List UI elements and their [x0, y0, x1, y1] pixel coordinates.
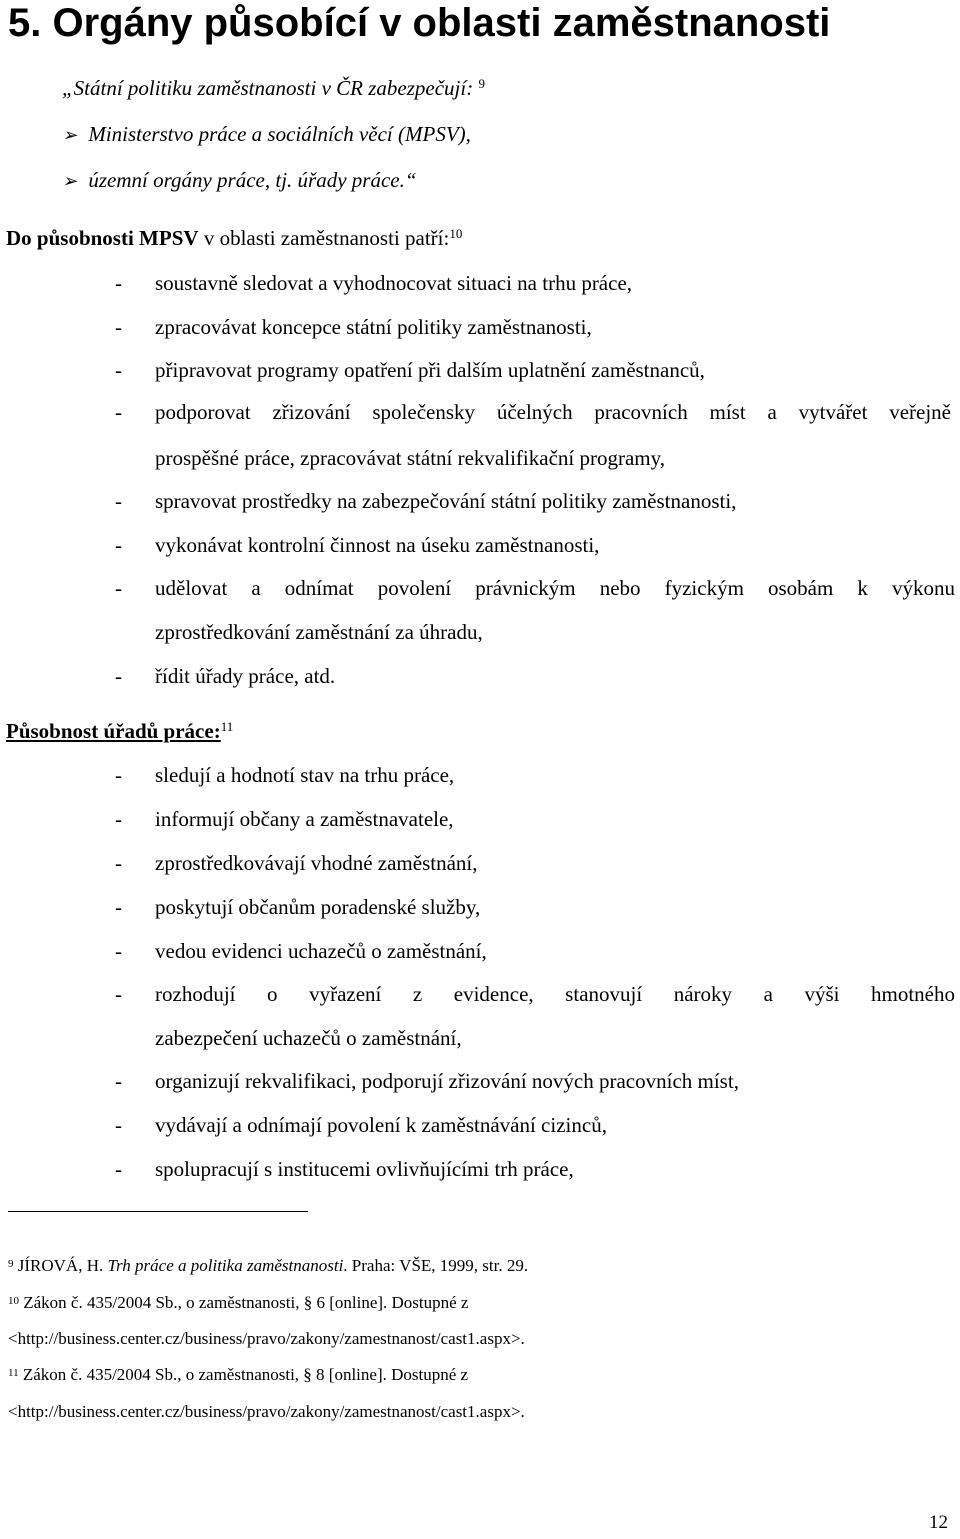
page-title: 5. Orgány působící v oblasti zaměstnanosti	[8, 1, 831, 45]
arrow-bullet-icon: ➢	[62, 125, 78, 145]
list-dash: -	[115, 358, 122, 382]
list-item: zprostředkovávají vhodné zaměstnání,	[155, 851, 478, 875]
footnote-9-part1: JÍROVÁ, H.	[13, 1256, 108, 1275]
quote-bullet-1	[62, 120, 471, 149]
up-heading-text: Působnost úřadů práce:	[6, 719, 221, 743]
footnote-10-text: Zákon č. 435/2004 Sb., o zaměstnanosti, § 6 [online]. Dostupné z	[19, 1293, 469, 1312]
list-dash: -	[115, 315, 122, 339]
footnote-9-number: 9	[8, 1258, 14, 1270]
footnote-9-part2: . Praha: VŠE, 1999, str. 29.	[343, 1256, 529, 1275]
footnote-11-url: <http://business.center.cz/business/pravo/zakony/zamestnanost/cast1.aspx>.	[8, 1402, 525, 1421]
list-dash: -	[115, 807, 122, 831]
list-dash: -	[115, 400, 122, 424]
list-item: sledují a hodnotí stav na trhu práce,	[155, 763, 455, 787]
footnote-10-url: <http://business.center.cz/business/pravo/zakony/zamestnanost/cast1.aspx>.	[8, 1329, 525, 1348]
list-item-continuation: prospěšné práce, zpracovávat státní rekvalifikační programy,	[155, 446, 665, 470]
quote-bullet-2	[62, 166, 417, 195]
list-dash: -	[115, 576, 122, 600]
footnote-11-number: 11	[8, 1367, 19, 1379]
up-heading	[6, 717, 233, 745]
quote-intro	[62, 74, 485, 102]
list-item: podporovat zřizování společensky účelných pracovních míst a vytvářet veřejně	[155, 400, 951, 424]
list-item: rozhodují o vyřazení z evidence, stanovují nároky a výši hmotného	[155, 982, 955, 1006]
list-dash: -	[115, 895, 122, 919]
list-item: řídit úřady práce, atd.	[155, 664, 336, 688]
list-item: připravovat programy opatření při dalším uplatnění zaměstnanců,	[155, 358, 705, 382]
list-dash: -	[115, 851, 122, 875]
list-dash: -	[115, 939, 122, 963]
list-item: vedou evidenci uchazečů o zaměstnání,	[155, 939, 487, 963]
footnote-10-number: 10	[8, 1295, 19, 1307]
mpsv-intro-bold: Do působnosti MPSV	[6, 226, 199, 250]
list-dash: -	[115, 489, 122, 513]
list-dash: -	[115, 1113, 122, 1137]
list-dash: -	[115, 982, 122, 1006]
list-item: vydávají a odnímají povolení k zaměstnávání cizinců,	[155, 1113, 607, 1137]
mpsv-intro-rest: v oblasti zaměstnanosti patří:	[198, 226, 450, 250]
list-dash: -	[115, 1069, 122, 1093]
list-item: soustavně sledovat a vyhodnocovat situaci na trhu práce,	[155, 271, 633, 295]
footnote-9	[8, 1254, 528, 1278]
footnote-ref-11: 11	[220, 719, 234, 734]
list-dash: -	[115, 664, 122, 688]
footnote-10	[8, 1291, 468, 1315]
footnote-9-title: Trh práce a politika zaměstnanosti	[107, 1256, 344, 1275]
arrow-bullet-icon: ➢	[62, 171, 78, 191]
list-item: udělovat a odnímat povolení právnickým nebo fyzickým osobám k výkonu	[155, 576, 955, 600]
footnote-ref-10: 10	[449, 226, 463, 241]
list-item: poskytují občanům poradenské služby,	[155, 895, 481, 919]
list-item: organizují rekvalifikaci, podporují zřizování nových pracovních míst,	[155, 1069, 739, 1093]
footnote-11-text: Zákon č. 435/2004 Sb., o zaměstnanosti, § 8 [online]. Dostupné z	[18, 1365, 469, 1384]
footnote-separator	[8, 1211, 308, 1212]
quote-intro-text: „Státní politiku zaměstnanosti v ČR zabezpečují:	[62, 76, 474, 100]
quote-bullet-2-text: územní orgány práce, tj. úřady práce.“	[88, 168, 417, 192]
list-item: informují občany a zaměstnavatele,	[155, 807, 454, 831]
page-number: 12	[929, 1512, 948, 1533]
list-item: spolupracují s institucemi ovlivňujícími trh práce,	[155, 1157, 574, 1181]
list-item: vykonávat kontrolní činnost na úseku zaměstnanosti,	[155, 533, 600, 557]
list-dash: -	[115, 1157, 122, 1181]
list-dash: -	[115, 533, 122, 557]
mpsv-intro	[6, 224, 462, 252]
list-item: spravovat prostředky na zabezpečování státní politiky zaměstnanosti,	[155, 489, 737, 513]
list-dash: -	[115, 763, 122, 787]
list-item: zpracovávat koncepce státní politiky zaměstnanosti,	[155, 315, 592, 339]
footnote-ref-9: 9	[478, 76, 485, 91]
quote-bullet-1-text: Ministerstvo práce a sociálních věcí (MPSV),	[88, 122, 471, 146]
list-dash: -	[115, 271, 122, 295]
list-item-continuation: zprostředkování zaměstnání za úhradu,	[155, 620, 483, 644]
footnote-11	[8, 1363, 468, 1387]
list-item-continuation: zabezpečení uchazečů o zaměstnání,	[155, 1026, 462, 1050]
